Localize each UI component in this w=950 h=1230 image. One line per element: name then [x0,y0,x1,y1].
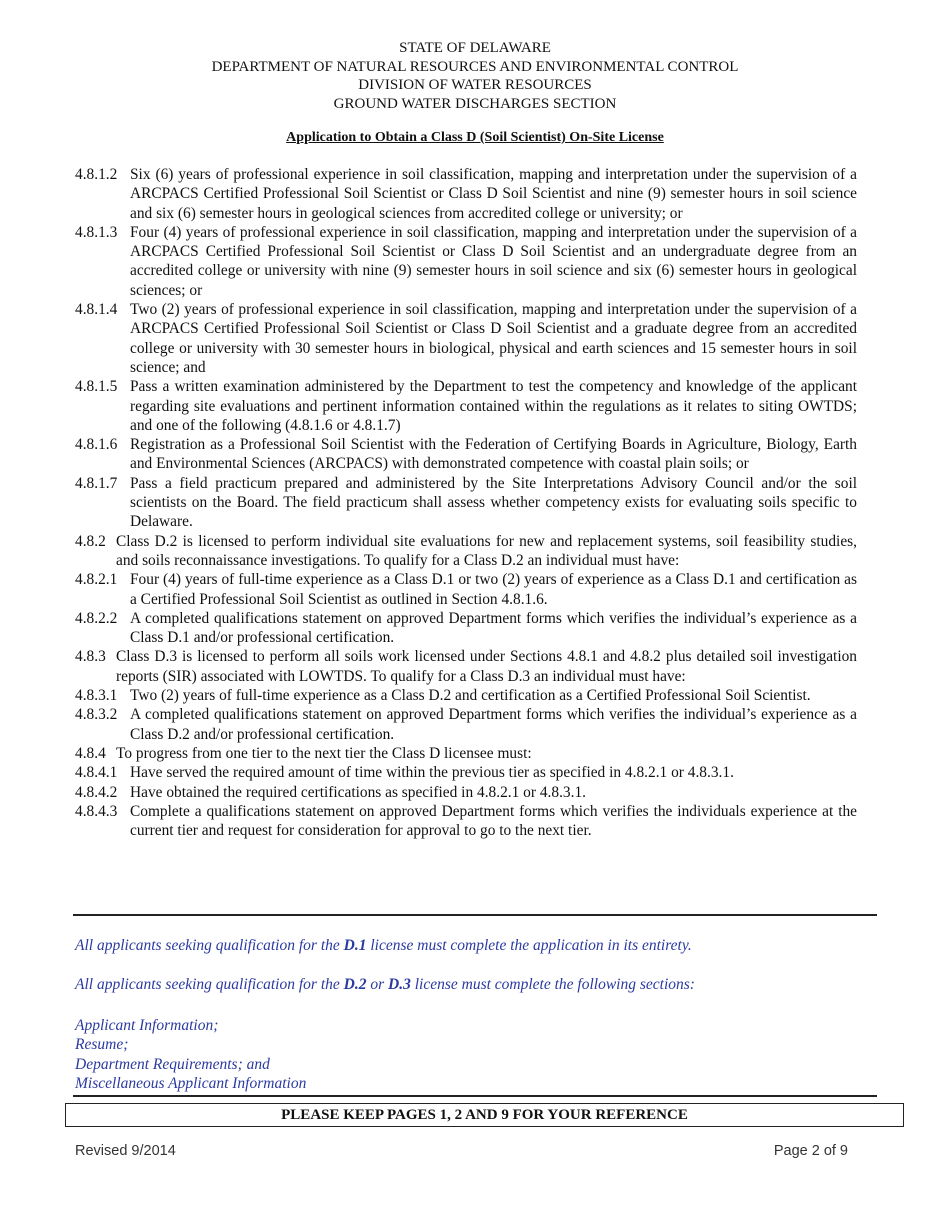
list-item [75,609,857,648]
list-item [75,223,857,300]
item-number: 4.8.1.2 [75,166,118,183]
license-class: D.2 [343,976,367,993]
divider-line [73,914,877,916]
item-number: 4.8.2.1 [75,571,118,589]
list-item [75,377,857,435]
list-item [75,802,857,841]
header-state: STATE OF DELAWARE [399,40,551,56]
item-text: A completed qualifications statement on approved Department forms which verifies the individual’s experience as a Class D.2 and/or professional certification. [130,706,857,743]
item-number: 4.8.3 [75,648,106,666]
required-sections-list [75,1016,306,1093]
section-item: Applicant Information; [75,1017,219,1034]
item-number: 4.8.4 [75,744,106,762]
item-text: Registration as a Professional Soil Scientist with the Federation of Certifying Boards in Agriculture, Biology, Earth and Environmental Sciences (ARCPACS) with demonstrated competence with coastal plain soils; or [130,436,857,473]
d1-instructions [75,937,692,955]
item-number: 4.8.4.1 [75,764,118,782]
list-item [75,763,857,782]
header-division: DIVISION OF WATER RESOURCES [358,77,592,93]
list-item [75,783,857,802]
d2-d3-instructions [75,976,695,994]
keep-pages-notice: PLEASE KEEP PAGES 1, 2 AND 9 FOR YOUR REFERENCE [65,1103,904,1127]
note-text: license must complete the following sections: [410,976,695,993]
list-item [75,647,857,686]
item-text: Two (2) years of professional experience in soil classification, mapping and interpretation under the supervision of a ARCPACS Certified Professional Soil Scientist or Class D Soil Scientist and a graduate degree from an accredited college or university with 30 semester hours in biological, physical and earth sciences and 15 semester hours in soil science; and [130,301,857,376]
revision-date: Revised 9/2014 [75,1143,176,1159]
note-text: or [366,976,389,993]
item-number: 4.8.1.3 [75,223,118,241]
requirements-list [75,165,857,840]
header-section: GROUND WATER DISCHARGES SECTION [333,95,617,112]
item-text: Have served the required amount of time within the previous tier as specified in 4.8.2.1 or 4.8.3.1. [130,764,734,782]
item-text: Pass a written examination administered by the Department to test the competency and knowledge of the applicant regarding site evaluations and pertinent information contained within the regulations as it relates to siting OWTDS; and one of the following (4.8.1.6 or 4.8.1.7) [130,378,857,434]
document-title: Application to Obtain a Class D (Soil Scientist) On-Site License [286,130,664,145]
item-number: 4.8.1.4 [75,301,118,319]
note-text: license must complete the application in its entirety. [366,937,692,954]
section-item: Miscellaneous Applicant Information [75,1074,307,1092]
agency-header [0,39,950,113]
list-item [75,744,857,763]
list-item [75,686,857,705]
item-number: 4.8.3.1 [75,687,118,705]
note-text: All applicants seeking qualification for the [75,937,344,954]
item-text: Pass a field practicum prepared and administered by the Site Interpretations Advisory Council and/or the soil scientists on the Board. The field practicum shall assess whether competency exists for evaluating soils specific to Delaware. [130,474,857,531]
item-number: 4.8.3.2 [75,706,118,724]
item-text: Have obtained the required certifications as specified in 4.8.2.1 or 4.8.3.1. [130,783,587,801]
header-department: DEPARTMENT OF NATURAL RESOURCES AND ENVIRONMENTAL CONTROL [211,58,739,75]
note-text: All applicants seeking qualification for the [75,976,344,993]
item-number: 4.8.4.2 [75,783,118,801]
list-item [75,532,857,571]
item-number: 4.8.2 [75,532,106,550]
section-item: Department Requirements; and [75,1055,270,1073]
item-text: Class D.2 is licensed to perform individual site evaluations for new and replacement systems, soil feasibility studies, and soils reconnaissance investigations. To qualify for a Class D.2 an individual must have: [116,532,857,569]
page-number: Page 2 of 9 [773,1143,848,1159]
license-class: D.1 [343,937,367,954]
item-text: Class D.3 is licensed to perform all soils work licensed under Sections 4.8.1 and 4.8.2 plus detailed soil investigation reports (SIR) associated with LOWTDS. To qualify for a Class D.3 an individual must have: [116,648,857,685]
item-text: Four (4) years of professional experience in soil classification, mapping and interpretation under the supervision of a ARCPACS Certified Professional Soil Scientist or Class D Soil Scientist and an undergraduate degree from an accredited college or university with nine (9) semester hours in soil science and six (6) semester hours in geological sciences; or [130,223,857,299]
list-item [75,705,857,744]
list-item [75,165,857,223]
item-text: To progress from one tier to the next tier the Class D licensee must: [116,744,532,762]
item-number: 4.8.1.5 [75,378,118,396]
item-text: Two (2) years of full-time experience as a Class D.2 and certification as a Certified Professional Soil Scientist. [130,687,811,705]
list-item [75,435,857,474]
item-text: A completed qualifications statement on approved Department forms which verifies the individual’s experience as a Class D.1 and/or professional certification. [130,609,857,647]
item-text: Six (6) years of professional experience in soil classification, mapping and interpretation under the supervision of a ARCPACS Certified Professional Soil Scientist or Class D Soil Scientist and nine (9) semester hours in soil science and six (6) semester hours in geological sciences from accredited college or university; or [130,166,857,222]
list-item [75,474,857,532]
item-number: 4.8.4.3 [75,802,118,820]
license-class: D.3 [388,976,411,993]
divider-line [73,1095,877,1097]
item-text: Four (4) years of full-time experience as a Class D.1 or two (2) years of experience as a Class D.1 and certification as a Certified Professional Soil Scientist as outlined in Section 4.8.1.6. [130,571,857,608]
list-item [75,300,857,377]
item-number: 4.8.1.7 [75,474,118,492]
section-item: Resume; [75,1036,129,1054]
item-number: 4.8.1.6 [75,436,118,454]
list-item [75,570,857,609]
item-text: Complete a qualifications statement on approved Department forms which verifies the individuals experience at the current tier and request for consideration for approval to go to the next tier. [130,802,857,840]
item-number: 4.8.2.2 [75,609,118,627]
